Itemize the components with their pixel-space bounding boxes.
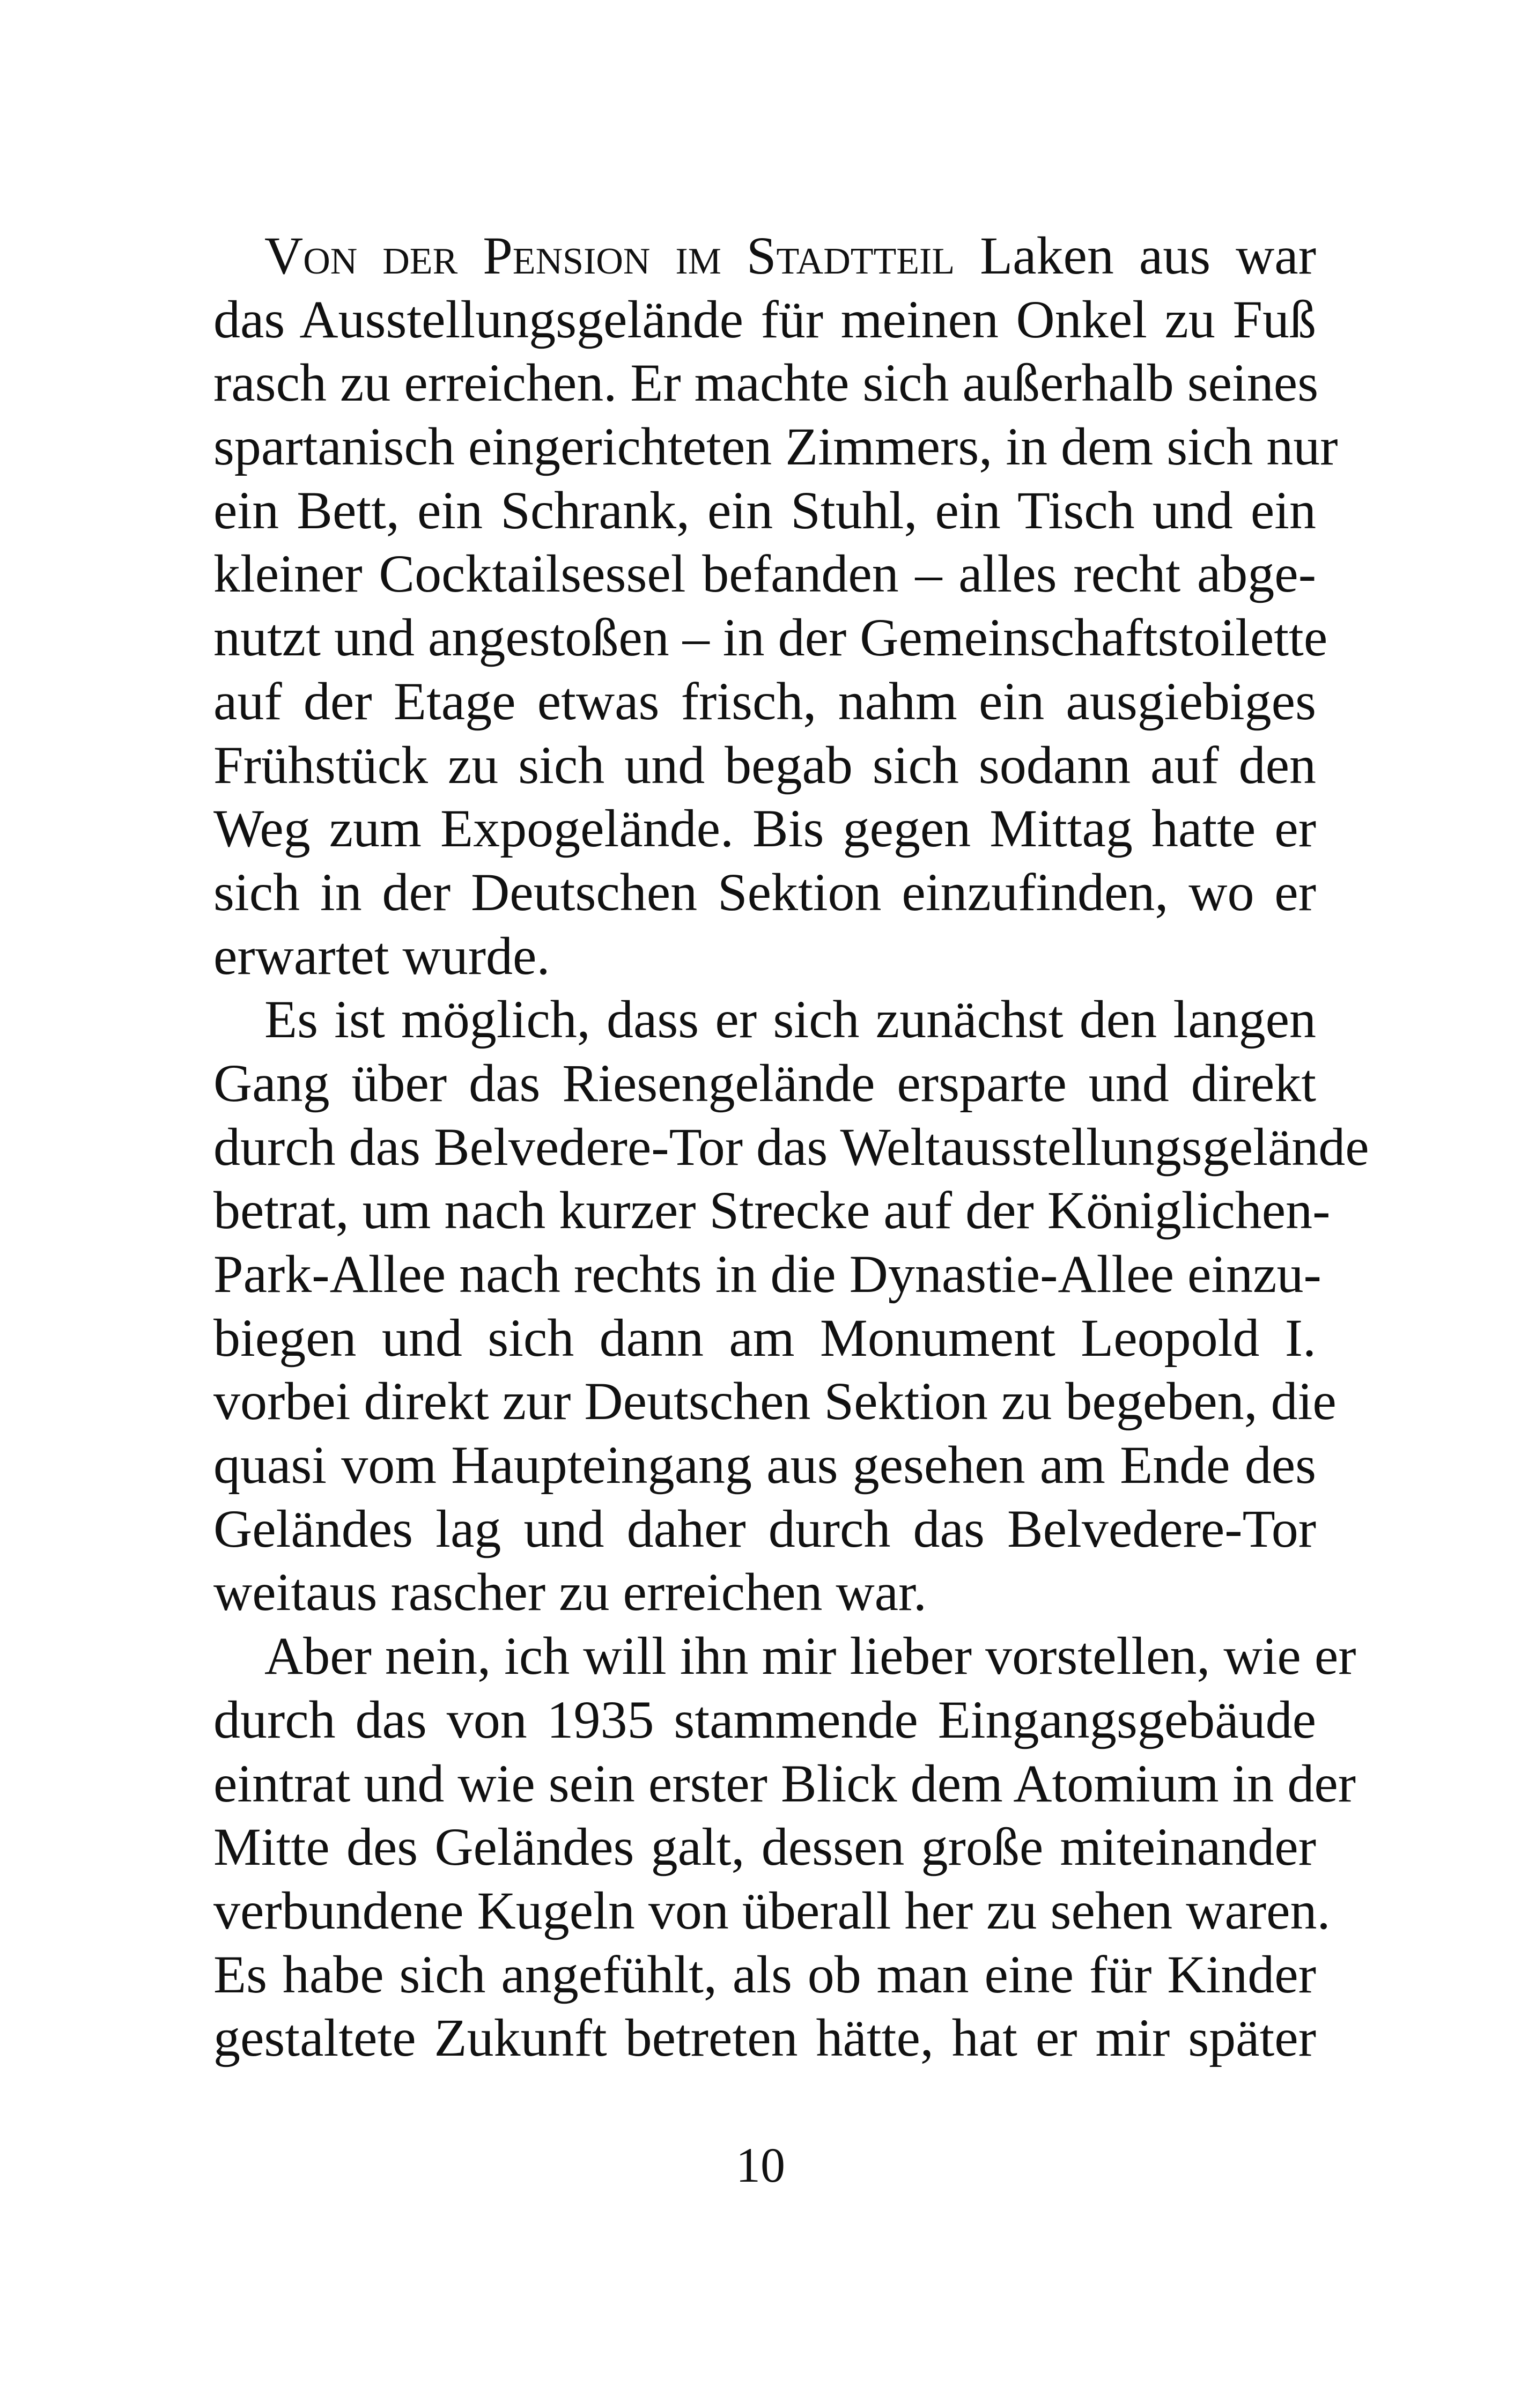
paragraph-1-line: kleiner Cocktailsessel befanden – alles recht abge- (213, 544, 1316, 604)
paragraph-2-line: biegen und sich dann am Monument Leopold I. (213, 1308, 1316, 1368)
paragraph-1-line: nutzt und angestoßen – in der Gemeinschaftstoilette (213, 608, 1328, 668)
paragraph-2-line: Gang über das Riesengelände ersparte und direkt (213, 1053, 1316, 1113)
paragraph-2-line: betrat, um nach kurzer Strecke auf der Königlichen- (213, 1180, 1331, 1240)
paragraph-1-line: Weg zum Expogelände. Bis gegen Mittag hatte er (213, 799, 1316, 859)
paragraph-3-line: gestaltete Zukunft betreten hätte, hat er mir später (213, 2008, 1316, 2068)
paragraph-1-last-line: erwartet wurde. (213, 926, 550, 986)
paragraph-3-line: eintrat und wie sein erster Blick dem Atomium in der (213, 1753, 1356, 1813)
opening-smallcaps: Von der Pension im Stadtteil (264, 226, 955, 285)
paragraph-1-line: das Ausstellungsgelände für meinen Onkel zu Fuß (213, 289, 1316, 349)
paragraph-3-line: Mitte des Geländes galt, dessen große miteinander (213, 1817, 1316, 1877)
paragraph-1-line: Frühstück zu sich und begab sich sodann auf den (213, 735, 1316, 795)
paragraph-3-first-line: Aber nein, ich will ihn mir lieber vorstellen, wie er (264, 1626, 1356, 1686)
paragraph-2-last-line: weitaus rascher zu erreichen war. (213, 1562, 927, 1622)
paragraph-2-line: durch das Belvedere-Tor das Weltausstellungsgelände (213, 1117, 1369, 1177)
paragraph-3-line: Es habe sich angefühlt, als ob man eine für Kinder (213, 1944, 1316, 2004)
paragraph-2-line: Geländes lag und daher durch das Belvedere-Tor (213, 1498, 1316, 1558)
opening-line-rest: Laken aus war (955, 226, 1316, 285)
paragraph-1-line: sich in der Deutschen Sektion einzufinden, wo er (213, 862, 1316, 922)
paragraph-1-line: auf der Etage etwas frisch, nahm ein ausgiebiges (213, 671, 1316, 731)
paragraph-1-line: rasch zu erreichen. Er machte sich außerhalb seines (213, 353, 1319, 413)
paragraph-1-line: ein Bett, ein Schrank, ein Stuhl, ein Tisch und ein (213, 480, 1316, 540)
paragraph-1-line: spartanisch eingerichteten Zimmers, in dem sich nur (213, 417, 1338, 477)
paragraph-3-line: durch das von 1935 stammende Eingangsgebäude (213, 1689, 1316, 1749)
paragraph-2-line: vorbei direkt zur Deutschen Sektion zu begeben, die (213, 1371, 1337, 1431)
page-number: 10 (736, 2138, 785, 2192)
body-text (213, 224, 1369, 2070)
paragraph-3-line: verbundene Kugeln von überall her zu sehen waren. (213, 1880, 1331, 1940)
paragraph-2-line: quasi vom Haupteingang aus gesehen am Ende des (213, 1435, 1316, 1495)
paragraph-2-line: Park-Allee nach rechts in die Dynastie-Allee einzu- (213, 1244, 1321, 1304)
paragraph-2-first-line: Es ist möglich, dass er sich zunächst den langen (264, 989, 1316, 1050)
paragraph-1-line-1 (213, 224, 1316, 288)
